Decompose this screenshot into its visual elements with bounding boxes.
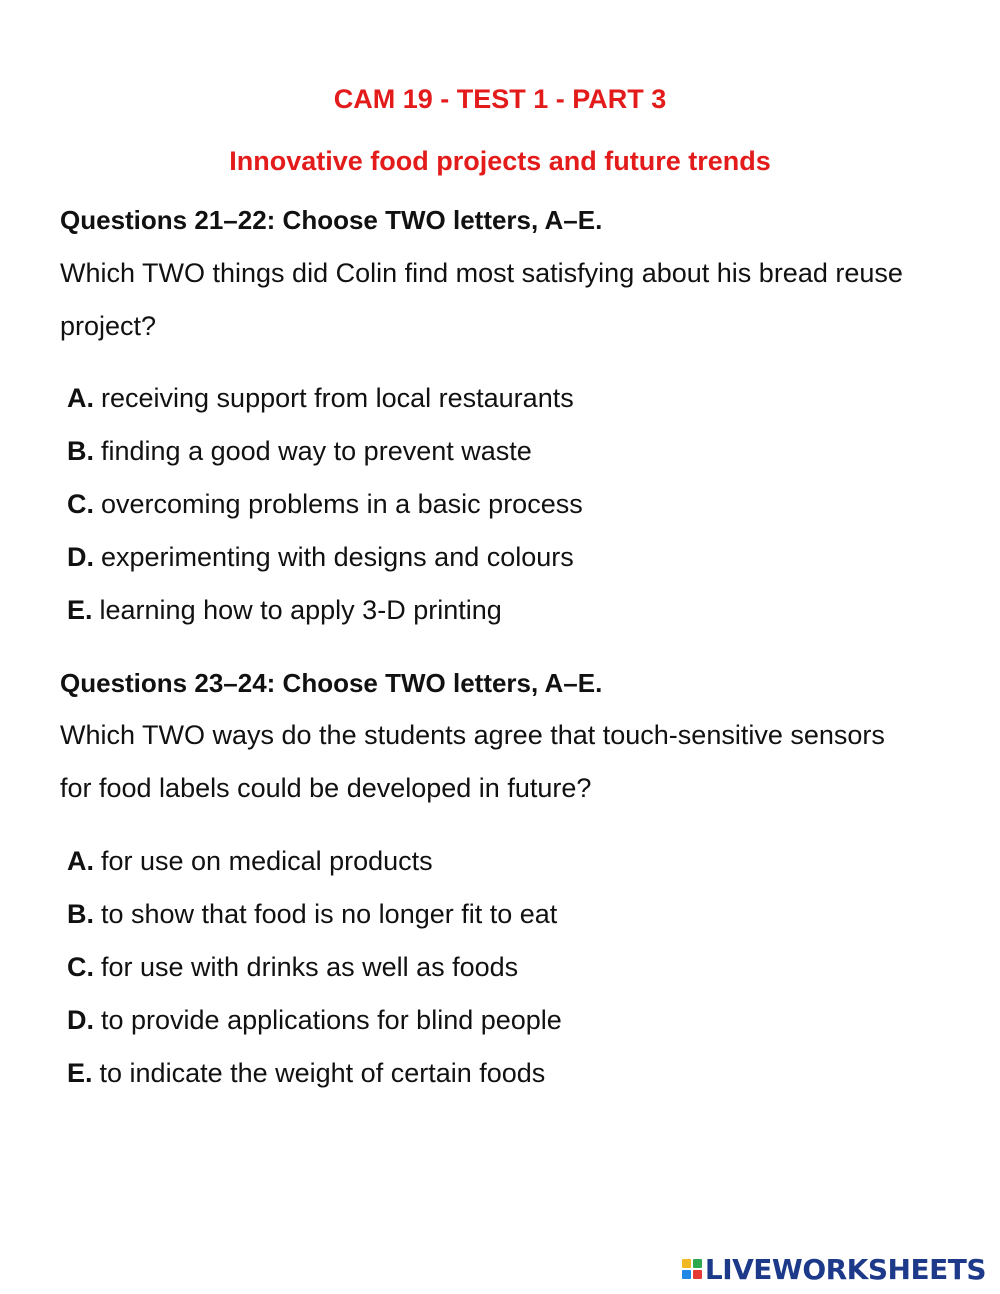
option-text: to show that food is no longer fit to eat xyxy=(101,899,558,929)
option-letter: A. xyxy=(67,383,94,413)
page-subtitle: Innovative food projects and future trends xyxy=(229,146,771,176)
logo-square xyxy=(693,1259,702,1268)
option-letter: C. xyxy=(67,489,94,519)
page-title: CAM 19 - TEST 1 - PART 3 xyxy=(333,84,667,114)
option-letter: C. xyxy=(67,952,94,982)
option-text: for use with drinks as well as foods xyxy=(101,952,519,982)
option-letter: D. xyxy=(67,1005,94,1035)
option-c[interactable] xyxy=(67,941,562,994)
option-text: to provide applications for blind people xyxy=(101,1005,562,1035)
question-text-23-24: Which TWO ways do the students agree that touch-sensitive sensors for food labels could be developed in future? xyxy=(60,720,885,803)
liveworksheets-logo-icon xyxy=(682,1259,702,1279)
option-letter: B. xyxy=(67,899,94,929)
question-group-heading-23-24: Questions 23–24: Choose TWO letters, A–E. xyxy=(60,668,603,698)
liveworksheets-logo[interactable] xyxy=(682,1252,986,1286)
option-letter: E. xyxy=(67,1058,93,1088)
option-a[interactable] xyxy=(67,835,562,888)
option-letter: A. xyxy=(67,846,94,876)
option-text: to indicate the weight of certain foods xyxy=(99,1058,546,1088)
option-text: for use on medical products xyxy=(101,846,433,876)
option-b[interactable] xyxy=(67,425,583,478)
logo-square xyxy=(693,1270,702,1279)
option-text: finding a good way to prevent waste xyxy=(101,436,532,466)
logo-text: LIVEWORKSHEETS xyxy=(704,1252,986,1286)
question-text-21-22: Which TWO things did Colin find most satisfying about his bread reuse project? xyxy=(60,258,903,341)
option-text: receiving support from local restaurants xyxy=(101,383,574,413)
option-d[interactable] xyxy=(67,994,562,1047)
logo-square xyxy=(682,1259,691,1268)
option-d[interactable] xyxy=(67,531,583,584)
option-text: learning how to apply 3-D printing xyxy=(99,595,502,625)
option-e[interactable] xyxy=(67,584,583,637)
option-a[interactable] xyxy=(67,372,583,425)
logo-square xyxy=(682,1270,691,1279)
option-b[interactable] xyxy=(67,888,562,941)
option-c[interactable] xyxy=(67,478,583,531)
option-e[interactable] xyxy=(67,1047,562,1100)
option-list-21-22 xyxy=(67,372,583,637)
option-text: overcoming problems in a basic process xyxy=(101,489,583,519)
option-list-23-24 xyxy=(67,835,562,1100)
option-letter: E. xyxy=(67,595,93,625)
question-group-heading-21-22: Questions 21–22: Choose TWO letters, A–E. xyxy=(60,205,603,235)
option-letter: B. xyxy=(67,436,94,466)
option-text: experimenting with designs and colours xyxy=(101,542,574,572)
option-letter: D. xyxy=(67,542,94,572)
